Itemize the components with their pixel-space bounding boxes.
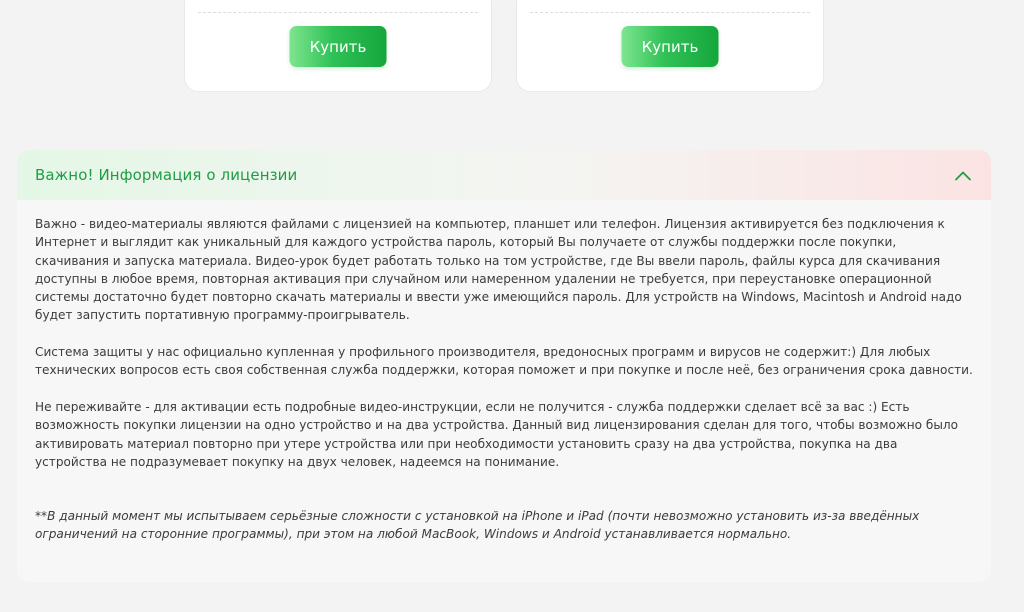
license-paragraph: Не переживайте - для активации есть подробные видео-инструкции, если не получится - служба поддержки сделает всё за вас :) Есть возможность покупки лицензии на одно устройство и на два устройства. Данный вид лицензирования сделан для того, чтобы возможно было активировать материал повторно при утере устройства или при необходимости установить сразу на два устройства, покупка на два устройства не подразумевает покупку на двух человек, надеемся на понимание. bbox=[35, 399, 959, 469]
license-accordion-header[interactable] bbox=[17, 150, 991, 200]
buy-button[interactable]: Купить bbox=[622, 26, 719, 67]
card-divider bbox=[198, 12, 478, 13]
license-accordion-body bbox=[17, 200, 991, 544]
chevron-up-icon[interactable] bbox=[953, 165, 973, 185]
product-card bbox=[184, 0, 492, 92]
card-divider bbox=[530, 12, 810, 13]
license-paragraph: Система защиты у нас официально купленная у профильного производителя, вредоносных программ и вирусов не содержит:) Для любых технических вопросов есть своя собственная служба поддержки, которая поможет и при покупке и после неё, без ограничения срока давности. bbox=[35, 345, 973, 378]
license-paragraph: Важно - видео-материалы являются файлами с лицензией на компьютер, планшет или телефон. Лицензия активируется без подключения к Интернет и выглядит как уникальный для каждого устройства пароль, который Вы получаете от службы поддержки после покупки, скачивания и запуска материала. Видео-урок будет работать только на том устройстве, где Вы ввели пароль, файлы курса для скачивания доступны в любое время, повторная активация при случайном или намеренном удалении не требуется, при переустановке операционной системы достаточно будет повторно скачать материалы и ввести уже имеющийся пароль. Для устройств на Windows, Macintosh и Android надо будет запустить портативную программу-проигрыватель. bbox=[35, 217, 962, 323]
license-accordion-title: Важно! Информация о лицензии bbox=[35, 166, 298, 184]
product-card bbox=[516, 0, 824, 92]
license-note: **В данный момент мы испытываем серьёзные сложности с установкой на iPhone и iPad (почти невозможно установить из-за введённых ограничений на сторонние программы), при этом на любой MacBook, Windows и Android устанавливается нормально. bbox=[35, 509, 920, 542]
license-accordion bbox=[17, 150, 991, 582]
buy-button[interactable]: Купить bbox=[290, 26, 387, 67]
